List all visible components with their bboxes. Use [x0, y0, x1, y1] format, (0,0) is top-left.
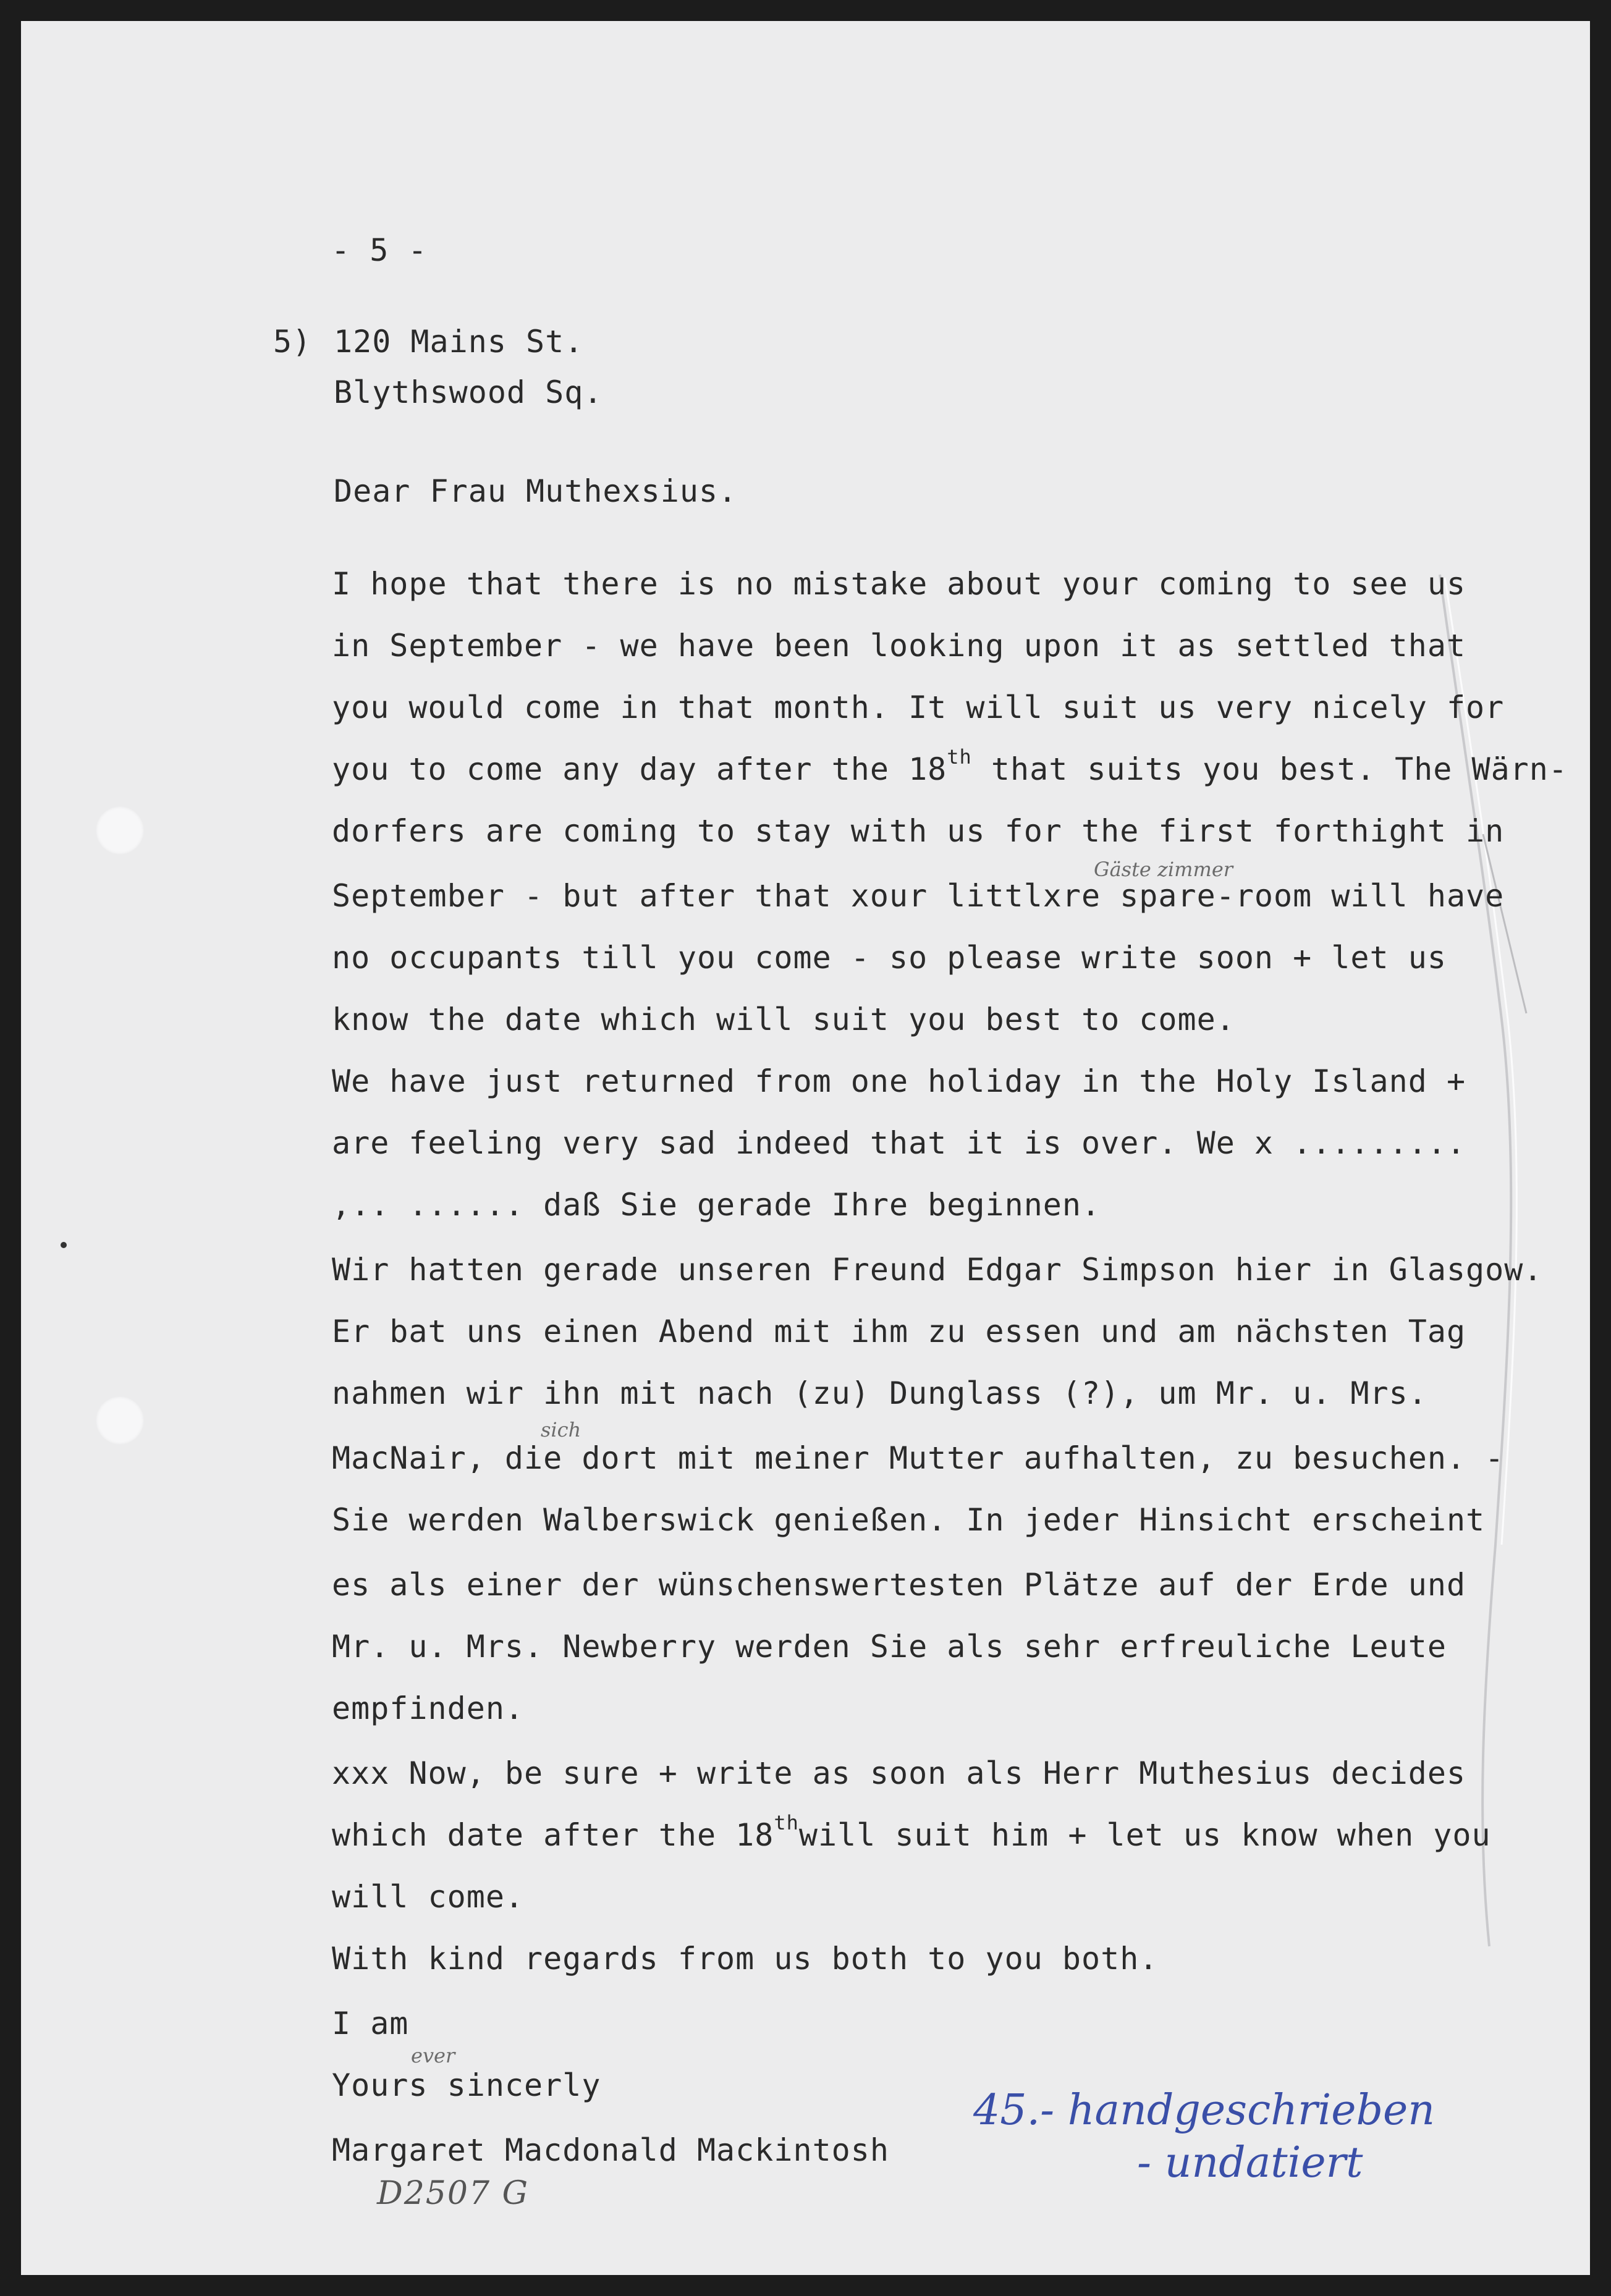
body-line-text: that suits you best. The Wärn- [971, 751, 1568, 787]
blue-ink-note-line-1: 45.- handgeschrieben [973, 2086, 1436, 2135]
address-line-1: 120 Mains St. [334, 324, 584, 360]
body-line: MacNair, die dort mit meiner Mutter aufhalten, zu besuchen. - [332, 1440, 1505, 1476]
body-line: Er bat uns einen Abend mit ihm zu essen und am nächsten Tag [332, 1314, 1466, 1349]
pencil-annotation: ever [411, 2044, 455, 2067]
superscript-th: th [774, 1811, 799, 1834]
letter-number: 5) [273, 324, 312, 360]
page-number: - 5 - [331, 232, 428, 268]
archive-number: D2507 G [377, 2175, 530, 2212]
body-line: will come. [332, 1879, 525, 1915]
body-line: Mr. u. Mrs. Newberry werden Sie als sehr erfreuliche Leute [332, 1629, 1447, 1665]
body-line: know the date which will suit you best to come. [332, 1002, 1235, 1037]
body-line [332, 745, 1568, 787]
body-line: are feeling very sad indeed that it is over. We x ......... [332, 1125, 1466, 1161]
body-line: With kind regards from us both to you both. [332, 1941, 1159, 1977]
blue-ink-note-line-2: - undatiert [1137, 2138, 1363, 2187]
body-line: you would come in that month. It will suit us very nicely for [332, 690, 1505, 725]
body-line: Sie werden Walberswick genießen. In jeder Hinsicht erscheint [332, 1502, 1486, 1538]
body-line: in September - we have been looking upon it as settled that [332, 628, 1466, 664]
pencil-annotation: sich [541, 1418, 581, 1441]
body-line: nahmen wir ihn mit nach (zu) Dunglass (?), um Mr. u. Mrs. [332, 1375, 1427, 1411]
body-line: We have just returned from one holiday in the Holy Island + [332, 1063, 1466, 1099]
superscript-th: th [947, 745, 972, 769]
body-line [332, 1811, 1491, 1853]
body-line: xxx Now, be sure + write as soon als Herr Muthesius decides [332, 1755, 1466, 1791]
salutation: Dear Frau Muthexsius. [334, 473, 738, 509]
body-line: Wir hatten gerade unseren Freund Edgar Simpson hier in Glasgow. [332, 1252, 1543, 1288]
closing-line: I am [332, 2006, 409, 2041]
punch-hole-top [96, 806, 144, 855]
body-line-text: will suit him + let us know when you [798, 1817, 1491, 1853]
body-line-text: which date after the 18 [332, 1817, 774, 1853]
signature: Margaret Macdonald Mackintosh [332, 2132, 889, 2168]
ink-speck [61, 1242, 67, 1248]
address-line-2: Blythswood Sq. [334, 374, 603, 410]
body-line: ,.. ...... daß Sie gerade Ihre beginnen. [332, 1187, 1101, 1223]
body-line-text: you to come any day after the 18 [332, 751, 947, 787]
pencil-annotation: Gäste zimmer [1094, 858, 1233, 881]
body-line: es als einer der wünschenswertesten Plätze auf der Erde und [332, 1567, 1466, 1603]
body-line: dorfers are coming to stay with us for the first forthight in [332, 813, 1505, 849]
punch-hole-bottom [96, 1396, 144, 1445]
body-line: September - but after that xour littlxre spare-room will have [332, 878, 1505, 914]
body-line: empfinden. [332, 1690, 525, 1726]
body-line: I hope that there is no mistake about your coming to see us [332, 566, 1466, 602]
body-line: no occupants till you come - so please write soon + let us [332, 940, 1447, 976]
closing-line: Yours sincerly [332, 2067, 601, 2103]
